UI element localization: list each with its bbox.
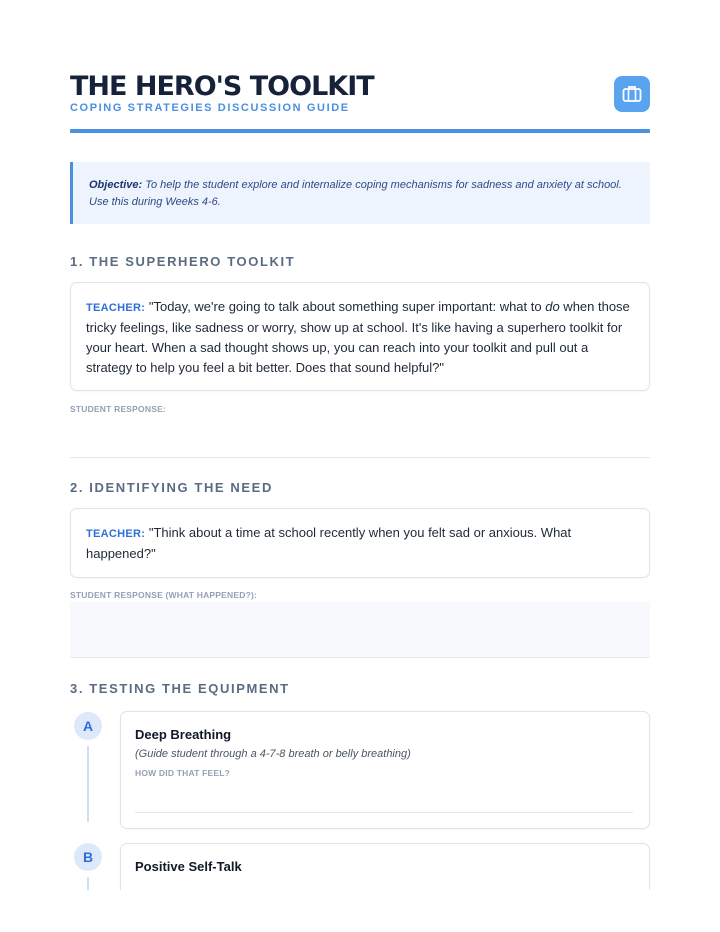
strategy-title: Positive Self-Talk [135, 859, 242, 874]
section-heading-need: 2. IDENTIFYING THE NEED [70, 480, 273, 495]
student-response-label: STUDENT RESPONSE (WHAT HAPPENED?): [70, 590, 258, 600]
timeline-connector [87, 746, 89, 822]
page-bottom-margin [0, 890, 720, 932]
objective-text: To help the student explore and internalize coping mechanisms for sadness and anxiety at school. Use this during Weeks 4-6. [89, 179, 622, 208]
strategy-hint: (Guide student through a 4-7-8 breath or belly breathing) [135, 748, 411, 760]
toolbox-icon [614, 76, 650, 112]
teacher-label: TEACHER: [86, 302, 146, 314]
student-response-field[interactable] [70, 602, 650, 658]
page-title: THE HERO'S TOOLKIT [70, 71, 374, 102]
section-heading-toolkit: 1. THE SUPERHERO TOOLKIT [70, 254, 296, 269]
header-rule [70, 129, 650, 133]
teacher-label: TEACHER: [86, 528, 146, 540]
strategy-title: Deep Breathing [135, 727, 232, 742]
teacher-prompt-card [70, 508, 650, 578]
strategy-card-deep-breathing [120, 711, 650, 829]
teacher-prompt-card [70, 282, 650, 391]
feel-response-line[interactable] [135, 812, 633, 813]
teacher-quote: "Think about a time at school recently when you felt sad or anxious. What happened?" [86, 525, 572, 561]
section-divider [70, 457, 650, 458]
step-badge-b: B [74, 843, 102, 871]
section-heading-equipment: 3. TESTING THE EQUIPMENT [70, 681, 290, 696]
feel-label: HOW DID THAT FEEL? [135, 768, 231, 778]
timeline-connector [87, 877, 89, 890]
objective-callout [70, 162, 650, 224]
teacher-quote: "Today, we're going to talk about something super important: what to do when those tricky feelings, like sadness or worry, show up at school. It's like having a superhero toolkit for your heart. When a sad thought shows up, you can reach into your toolkit and pull out a strategy to help you feel a bit better. Does that sound helpful?" [86, 299, 630, 375]
page-subtitle: COPING STRATEGIES DISCUSSION GUIDE [70, 102, 350, 114]
student-response-label: STUDENT RESPONSE: [70, 404, 166, 414]
step-badge-a: A [74, 712, 102, 740]
objective-label: Objective: [89, 179, 143, 191]
